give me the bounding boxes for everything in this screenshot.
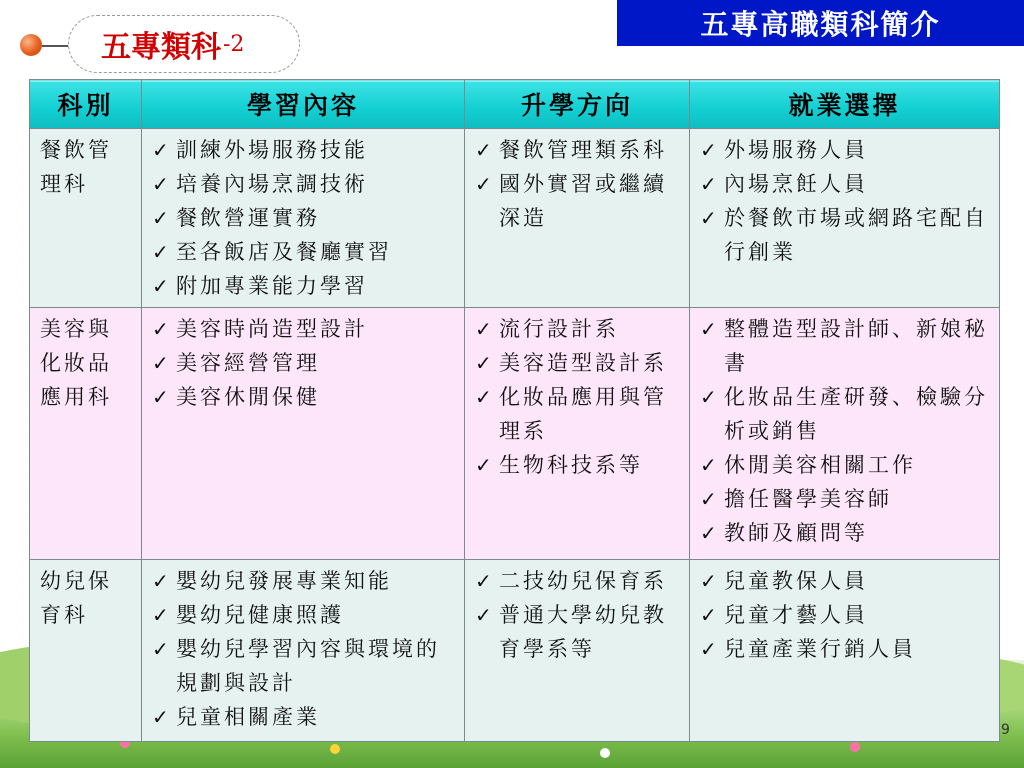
checkmark-icon: ✓ (700, 487, 720, 511)
list-item-text: 兒童教保人員 (724, 569, 868, 593)
learning-list (152, 564, 458, 734)
checkmark-icon: ✓ (152, 569, 172, 593)
checkmark-icon: ✓ (475, 603, 495, 627)
list-item-text: 嬰幼兒健康照護 (176, 603, 344, 627)
list-item-text: 附加專業能力學習 (176, 274, 368, 298)
checkmark-icon: ✓ (475, 569, 495, 593)
list-item-text: 休閒美容相關工作 (724, 453, 916, 477)
checkmark-icon: ✓ (700, 569, 720, 593)
learning-list (152, 312, 458, 414)
list-item-text: 至各飯店及餐廳實習 (176, 240, 392, 264)
learning-cell (142, 560, 465, 742)
further-study-list (475, 133, 683, 235)
bullet-icon (20, 34, 42, 56)
list-item-text: 教師及顧問等 (724, 521, 868, 545)
list-item-text: 流行設計系 (499, 317, 619, 341)
list-item (152, 312, 458, 346)
checkmark-icon: ✓ (152, 637, 172, 661)
column-header-employment: 就業選擇 (690, 80, 1000, 129)
list-item-text: 培養內場烹調技術 (176, 172, 368, 196)
list-item (152, 201, 458, 235)
further-study-list (475, 312, 683, 482)
list-item (152, 167, 458, 201)
list-item (700, 598, 993, 632)
learning-cell (142, 129, 465, 308)
further-study-cell (465, 308, 690, 560)
checkmark-icon: ✓ (152, 603, 172, 627)
category-cell: 幼兒保育科 (30, 560, 142, 742)
checkmark-icon: ✓ (475, 172, 495, 196)
page-title-suffix: -2 (223, 31, 245, 57)
list-item (152, 235, 458, 269)
checkmark-icon: ✓ (700, 637, 720, 661)
list-item-text: 生物科技系等 (499, 453, 643, 477)
employment-cell (690, 308, 1000, 560)
list-item (700, 312, 993, 380)
checkmark-icon: ✓ (700, 172, 720, 196)
list-item (152, 380, 458, 414)
bullet-connector (42, 45, 70, 47)
checkmark-icon: ✓ (475, 453, 495, 477)
list-item-text: 兒童產業行銷人員 (724, 637, 916, 661)
page-title-box (68, 15, 300, 73)
list-item-text: 於餐飲市場或網路宅配自行創業 (724, 206, 988, 264)
column-header-category: 科別 (30, 80, 142, 129)
list-item-text: 國外實習或繼續深造 (499, 172, 667, 230)
checkmark-icon: ✓ (700, 603, 720, 627)
list-item (152, 564, 458, 598)
list-item-text: 內場烹飪人員 (724, 172, 868, 196)
list-item (152, 598, 458, 632)
employment-cell (690, 560, 1000, 742)
category-cell: 餐飲管理科 (30, 129, 142, 308)
list-item-text: 嬰幼兒發展專業知能 (176, 569, 392, 593)
page-title: 五專類科 (101, 30, 221, 65)
list-item-text: 餐飲營運實務 (176, 206, 320, 230)
learning-cell (142, 308, 465, 560)
list-item (152, 632, 458, 700)
list-item (700, 564, 993, 598)
further-study-cell (465, 560, 690, 742)
table-row (30, 560, 1000, 742)
checkmark-icon: ✓ (700, 453, 720, 477)
program-table (29, 79, 1000, 742)
employment-cell (690, 129, 1000, 308)
list-item (700, 380, 993, 448)
list-item-text: 化妝品應用與管理系 (499, 385, 667, 443)
flower-icon (600, 748, 610, 758)
checkmark-icon: ✓ (152, 206, 172, 230)
list-item (700, 482, 993, 516)
list-item (152, 133, 458, 167)
list-item-text: 訓練外場服務技能 (176, 138, 368, 162)
list-item (700, 448, 993, 482)
list-item-text: 擔任醫學美容師 (724, 487, 892, 511)
list-item-text: 嬰幼兒學習內容與環境的規劃與設計 (176, 637, 440, 695)
checkmark-icon: ✓ (152, 317, 172, 341)
list-item (475, 564, 683, 598)
list-item (700, 201, 993, 269)
category-cell: 美容與化妝品應用科 (30, 308, 142, 560)
employment-list (700, 312, 993, 550)
list-item (475, 346, 683, 380)
list-item-text: 普通大學幼兒教育學系等 (499, 603, 667, 661)
list-item-text: 整體造型設計師、新娘秘書 (724, 317, 988, 375)
list-item (152, 700, 458, 734)
checkmark-icon: ✓ (152, 240, 172, 264)
table-row (30, 308, 1000, 560)
list-item-text: 兒童相關產業 (176, 705, 320, 729)
page-number: 9 (1001, 722, 1010, 738)
further-study-cell (465, 129, 690, 308)
checkmark-icon: ✓ (700, 206, 720, 230)
checkmark-icon: ✓ (700, 521, 720, 545)
list-item (475, 380, 683, 448)
employment-list (700, 564, 993, 666)
checkmark-icon: ✓ (475, 317, 495, 341)
column-header-learning: 學習內容 (142, 80, 465, 129)
list-item (475, 167, 683, 235)
section-banner (617, 0, 1024, 46)
list-item-text: 外場服務人員 (724, 138, 868, 162)
list-item (700, 516, 993, 550)
flower-icon (850, 742, 860, 752)
list-item (700, 632, 993, 666)
list-item-text: 二技幼兒保育系 (499, 569, 667, 593)
list-item-text: 兒童才藝人員 (724, 603, 868, 627)
flower-icon (330, 744, 340, 754)
checkmark-icon: ✓ (152, 351, 172, 375)
list-item-text: 美容時尚造型設計 (176, 317, 368, 341)
list-item-text: 化妝品生產研發、檢驗分析或銷售 (724, 385, 988, 443)
column-header-further-study: 升學方向 (465, 80, 690, 129)
list-item (700, 133, 993, 167)
checkmark-icon: ✓ (475, 138, 495, 162)
banner-title: 五專高職類科簡介 (700, 8, 941, 41)
list-item (475, 312, 683, 346)
learning-list (152, 133, 458, 303)
checkmark-icon: ✓ (152, 385, 172, 409)
table-header-row (30, 80, 1000, 129)
list-item (152, 269, 458, 303)
checkmark-icon: ✓ (475, 385, 495, 409)
list-item (152, 346, 458, 380)
table-row (30, 129, 1000, 308)
list-item-text: 美容造型設計系 (499, 351, 667, 375)
list-item (475, 448, 683, 482)
checkmark-icon: ✓ (700, 385, 720, 409)
checkmark-icon: ✓ (152, 172, 172, 196)
checkmark-icon: ✓ (152, 705, 172, 729)
checkmark-icon: ✓ (700, 317, 720, 341)
list-item-text: 餐飲管理類系科 (499, 138, 667, 162)
checkmark-icon: ✓ (475, 351, 495, 375)
list-item (700, 167, 993, 201)
further-study-list (475, 564, 683, 666)
list-item-text: 美容休閒保健 (176, 385, 320, 409)
list-item-text: 美容經營管理 (176, 351, 320, 375)
employment-list (700, 133, 993, 269)
list-item (475, 133, 683, 167)
checkmark-icon: ✓ (152, 274, 172, 298)
list-item (475, 598, 683, 666)
checkmark-icon: ✓ (700, 138, 720, 162)
checkmark-icon: ✓ (152, 138, 172, 162)
